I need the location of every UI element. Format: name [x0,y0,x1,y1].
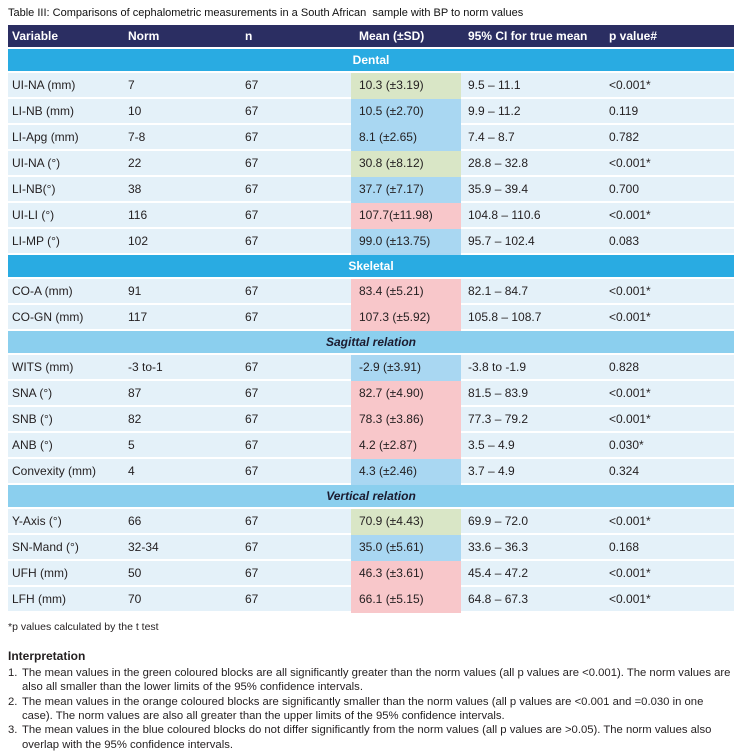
table-row-y-axis [8,508,734,534]
item-text: The mean values in the orange coloured blocks are significantly smaller than the norm values (all p values are <0.001 and =0.030 in one case). The norm values are also all greater than the upper limits of the 95% confidence intervals. [22,695,704,723]
section-header-sagittal-relation: Sagittal relation [8,330,734,354]
cell-95ci: 104.8 – 110.6 [461,202,608,228]
cell-n: 67 [237,406,351,432]
cell-n: 67 [237,176,351,202]
cell-variable: LI-Apg (mm) [8,124,120,150]
cell-mean-sd: 99.0 (±13.75) [351,228,461,254]
cell-95ci: 105.8 – 108.7 [461,304,608,330]
cell-p-value: 0.324 [608,458,734,484]
item-number: 3. [8,724,18,737]
cell-p-value: 0.828 [608,354,734,380]
table-row-li-apg-mm [8,124,734,150]
table-row-wits-mm [8,354,734,380]
column-header-norm: Norm [120,25,237,48]
cell-95ci: 3.7 – 4.9 [461,458,608,484]
cell-p-value: <0.001* [608,508,734,534]
cell-mean-sd: 37.7 (±7.17) [351,176,461,202]
cell-n: 67 [237,228,351,254]
cell-p-value: 0.083 [608,228,734,254]
cell-95ci: -3.8 to -1.9 [461,354,608,380]
cell-p-value: <0.001* [608,586,734,612]
table-row-snb [8,406,734,432]
cell-n: 67 [237,380,351,406]
cell-norm: -3 to-1 [120,354,237,380]
interpretation-item-2 [8,695,736,724]
cell-mean-sd: 30.8 (±8.12) [351,150,461,176]
cell-variable: WITS (mm) [8,354,120,380]
cell-95ci: 64.8 – 67.3 [461,586,608,612]
cell-95ci: 7.4 – 8.7 [461,124,608,150]
cell-norm: 82 [120,406,237,432]
cell-p-value: 0.030* [608,432,734,458]
cell-n: 67 [237,202,351,228]
cell-variable: UFH (mm) [8,560,120,586]
cell-norm: 22 [120,150,237,176]
section-header-vertical-relation: Vertical relation [8,484,734,508]
cell-n: 67 [237,432,351,458]
cell-95ci: 35.9 – 39.4 [461,176,608,202]
cell-p-value: <0.001* [608,560,734,586]
table-row-ufh-mm [8,560,734,586]
cell-variable: Convexity (mm) [8,458,120,484]
section-header-skeletal: Skeletal [8,254,734,278]
table-footnote: *p values calculated by the t test [8,621,159,633]
column-header-variable: Variable [8,25,120,48]
cell-norm: 32-34 [120,534,237,560]
table-row-li-nb [8,176,734,202]
cell-p-value: <0.001* [608,278,734,304]
cell-mean-sd: 10.5 (±2.70) [351,98,461,124]
section-row-skeletal [8,254,734,278]
table-row-ui-li [8,202,734,228]
column-header-p-value: p value# [608,25,734,48]
section-header-dental: Dental [8,48,734,72]
cell-95ci: 77.3 – 79.2 [461,406,608,432]
cell-norm: 5 [120,432,237,458]
item-number: 1. [8,667,18,679]
cell-p-value: <0.001* [608,150,734,176]
table-header-row [8,25,734,48]
item-text: The mean values in the green coloured blocks are all significantly greater than the norm values (all p values are <0.001). The norm values are also all smaller than the lower limits of the 95% confidence intervals. [22,667,731,694]
cell-variable: UI-NA (mm) [8,72,120,98]
cell-95ci: 81.5 – 83.9 [461,380,608,406]
cell-95ci: 69.9 – 72.0 [461,508,608,534]
table-row-ui-na [8,150,734,176]
cell-mean-sd: 10.3 (±3.19) [351,72,461,98]
cell-mean-sd: 35.0 (±5.61) [351,534,461,560]
cell-variable: UI-LI (°) [8,202,120,228]
table-row-li-nb-mm [8,98,734,124]
cell-norm: 7-8 [120,124,237,150]
cell-mean-sd: 4.3 (±2.46) [351,458,461,484]
cell-95ci: 45.4 – 47.2 [461,560,608,586]
cell-mean-sd: 66.1 (±5.15) [351,586,461,612]
cell-norm: 4 [120,458,237,484]
cell-mean-sd: 8.1 (±2.65) [351,124,461,150]
cell-n: 67 [237,458,351,484]
cell-mean-sd: -2.9 (±3.91) [351,354,461,380]
cell-n: 67 [237,354,351,380]
cell-norm: 66 [120,508,237,534]
cell-n: 67 [237,534,351,560]
cell-norm: 50 [120,560,237,586]
cell-norm: 116 [120,202,237,228]
section-row-dental [8,48,734,72]
cell-mean-sd: 107.7(±11.98) [351,202,461,228]
table-row-lfh-mm [8,586,734,612]
table-row-li-mp [8,228,734,254]
cell-n: 67 [237,560,351,586]
cell-variable: SNA (°) [8,380,120,406]
cell-p-value: 0.168 [608,534,734,560]
cell-p-value: <0.001* [608,202,734,228]
table-row-ui-na-mm [8,72,734,98]
cell-95ci: 9.5 – 11.1 [461,72,608,98]
cell-variable: LI-NB (mm) [8,98,120,124]
cell-95ci: 82.1 – 84.7 [461,278,608,304]
cell-mean-sd: 70.9 (±4.43) [351,508,461,534]
cell-n: 67 [237,72,351,98]
cell-p-value: <0.001* [608,72,734,98]
cell-variable: Y-Axis (°) [8,508,120,534]
cell-norm: 87 [120,380,237,406]
cell-p-value: 0.700 [608,176,734,202]
interpretation-item-3 [8,723,736,752]
cell-variable: LI-MP (°) [8,228,120,254]
cell-p-value: 0.119 [608,98,734,124]
cell-n: 67 [237,150,351,176]
cell-variable: CO-GN (mm) [8,304,120,330]
cell-95ci: 3.5 – 4.9 [461,432,608,458]
cell-p-value: <0.001* [608,304,734,330]
column-header-n: n [237,25,351,48]
cephalometric-comparison-table [8,25,734,613]
cell-variable: LFH (mm) [8,586,120,612]
cell-variable: SN-Mand (°) [8,534,120,560]
cell-mean-sd: 78.3 (±3.86) [351,406,461,432]
cell-mean-sd: 4.2 (±2.87) [351,432,461,458]
cell-variable: CO-A (mm) [8,278,120,304]
section-row-vertical-relation [8,484,734,508]
cell-n: 67 [237,304,351,330]
cell-mean-sd: 46.3 (±3.61) [351,560,461,586]
table-row-sna [8,380,734,406]
table-caption: Table III: Comparisons of cephalometric measurements in a South African sample with BP to norm values [8,7,524,19]
cell-n: 67 [237,586,351,612]
table-row-co-gn-mm [8,304,734,330]
cell-norm: 38 [120,176,237,202]
cell-p-value: <0.001* [608,380,734,406]
cell-norm: 102 [120,228,237,254]
cell-norm: 70 [120,586,237,612]
cell-p-value: <0.001* [608,406,734,432]
cell-norm: 91 [120,278,237,304]
cell-norm: 117 [120,304,237,330]
cell-n: 67 [237,124,351,150]
cell-variable: ANB (°) [8,432,120,458]
cell-mean-sd: 83.4 (±5.21) [351,278,461,304]
cell-variable: SNB (°) [8,406,120,432]
item-text: The mean values in the blue coloured blocks do not differ significantly from the norm values (all p values are >0.05). The norm values also overlap with the 95% confidence intervals. [22,724,712,751]
column-header-mean-sd: Mean (±SD) [351,25,461,48]
interpretation-section [8,649,736,752]
cell-95ci: 33.6 – 36.3 [461,534,608,560]
cell-n: 67 [237,278,351,304]
item-number: 2. [8,695,18,708]
section-row-sagittal-relation [8,330,734,354]
table-row-convexity-mm [8,458,734,484]
cell-norm: 7 [120,72,237,98]
table-row-co-a-mm [8,278,734,304]
table-row-anb [8,432,734,458]
cell-variable: UI-NA (°) [8,150,120,176]
cell-p-value: 0.782 [608,124,734,150]
cell-variable: LI-NB(°) [8,176,120,202]
interpretation-heading: Interpretation [8,649,86,663]
cell-n: 67 [237,508,351,534]
cell-95ci: 95.7 – 102.4 [461,228,608,254]
cell-95ci: 9.9 – 11.2 [461,98,608,124]
cell-95ci: 28.8 – 32.8 [461,150,608,176]
interpretation-item-1 [8,666,736,695]
table-row-sn-mand [8,534,734,560]
cell-mean-sd: 107.3 (±5.92) [351,304,461,330]
cell-norm: 10 [120,98,237,124]
column-header-95ci: 95% CI for true mean [461,25,608,48]
cell-n: 67 [237,98,351,124]
cell-mean-sd: 82.7 (±4.90) [351,380,461,406]
